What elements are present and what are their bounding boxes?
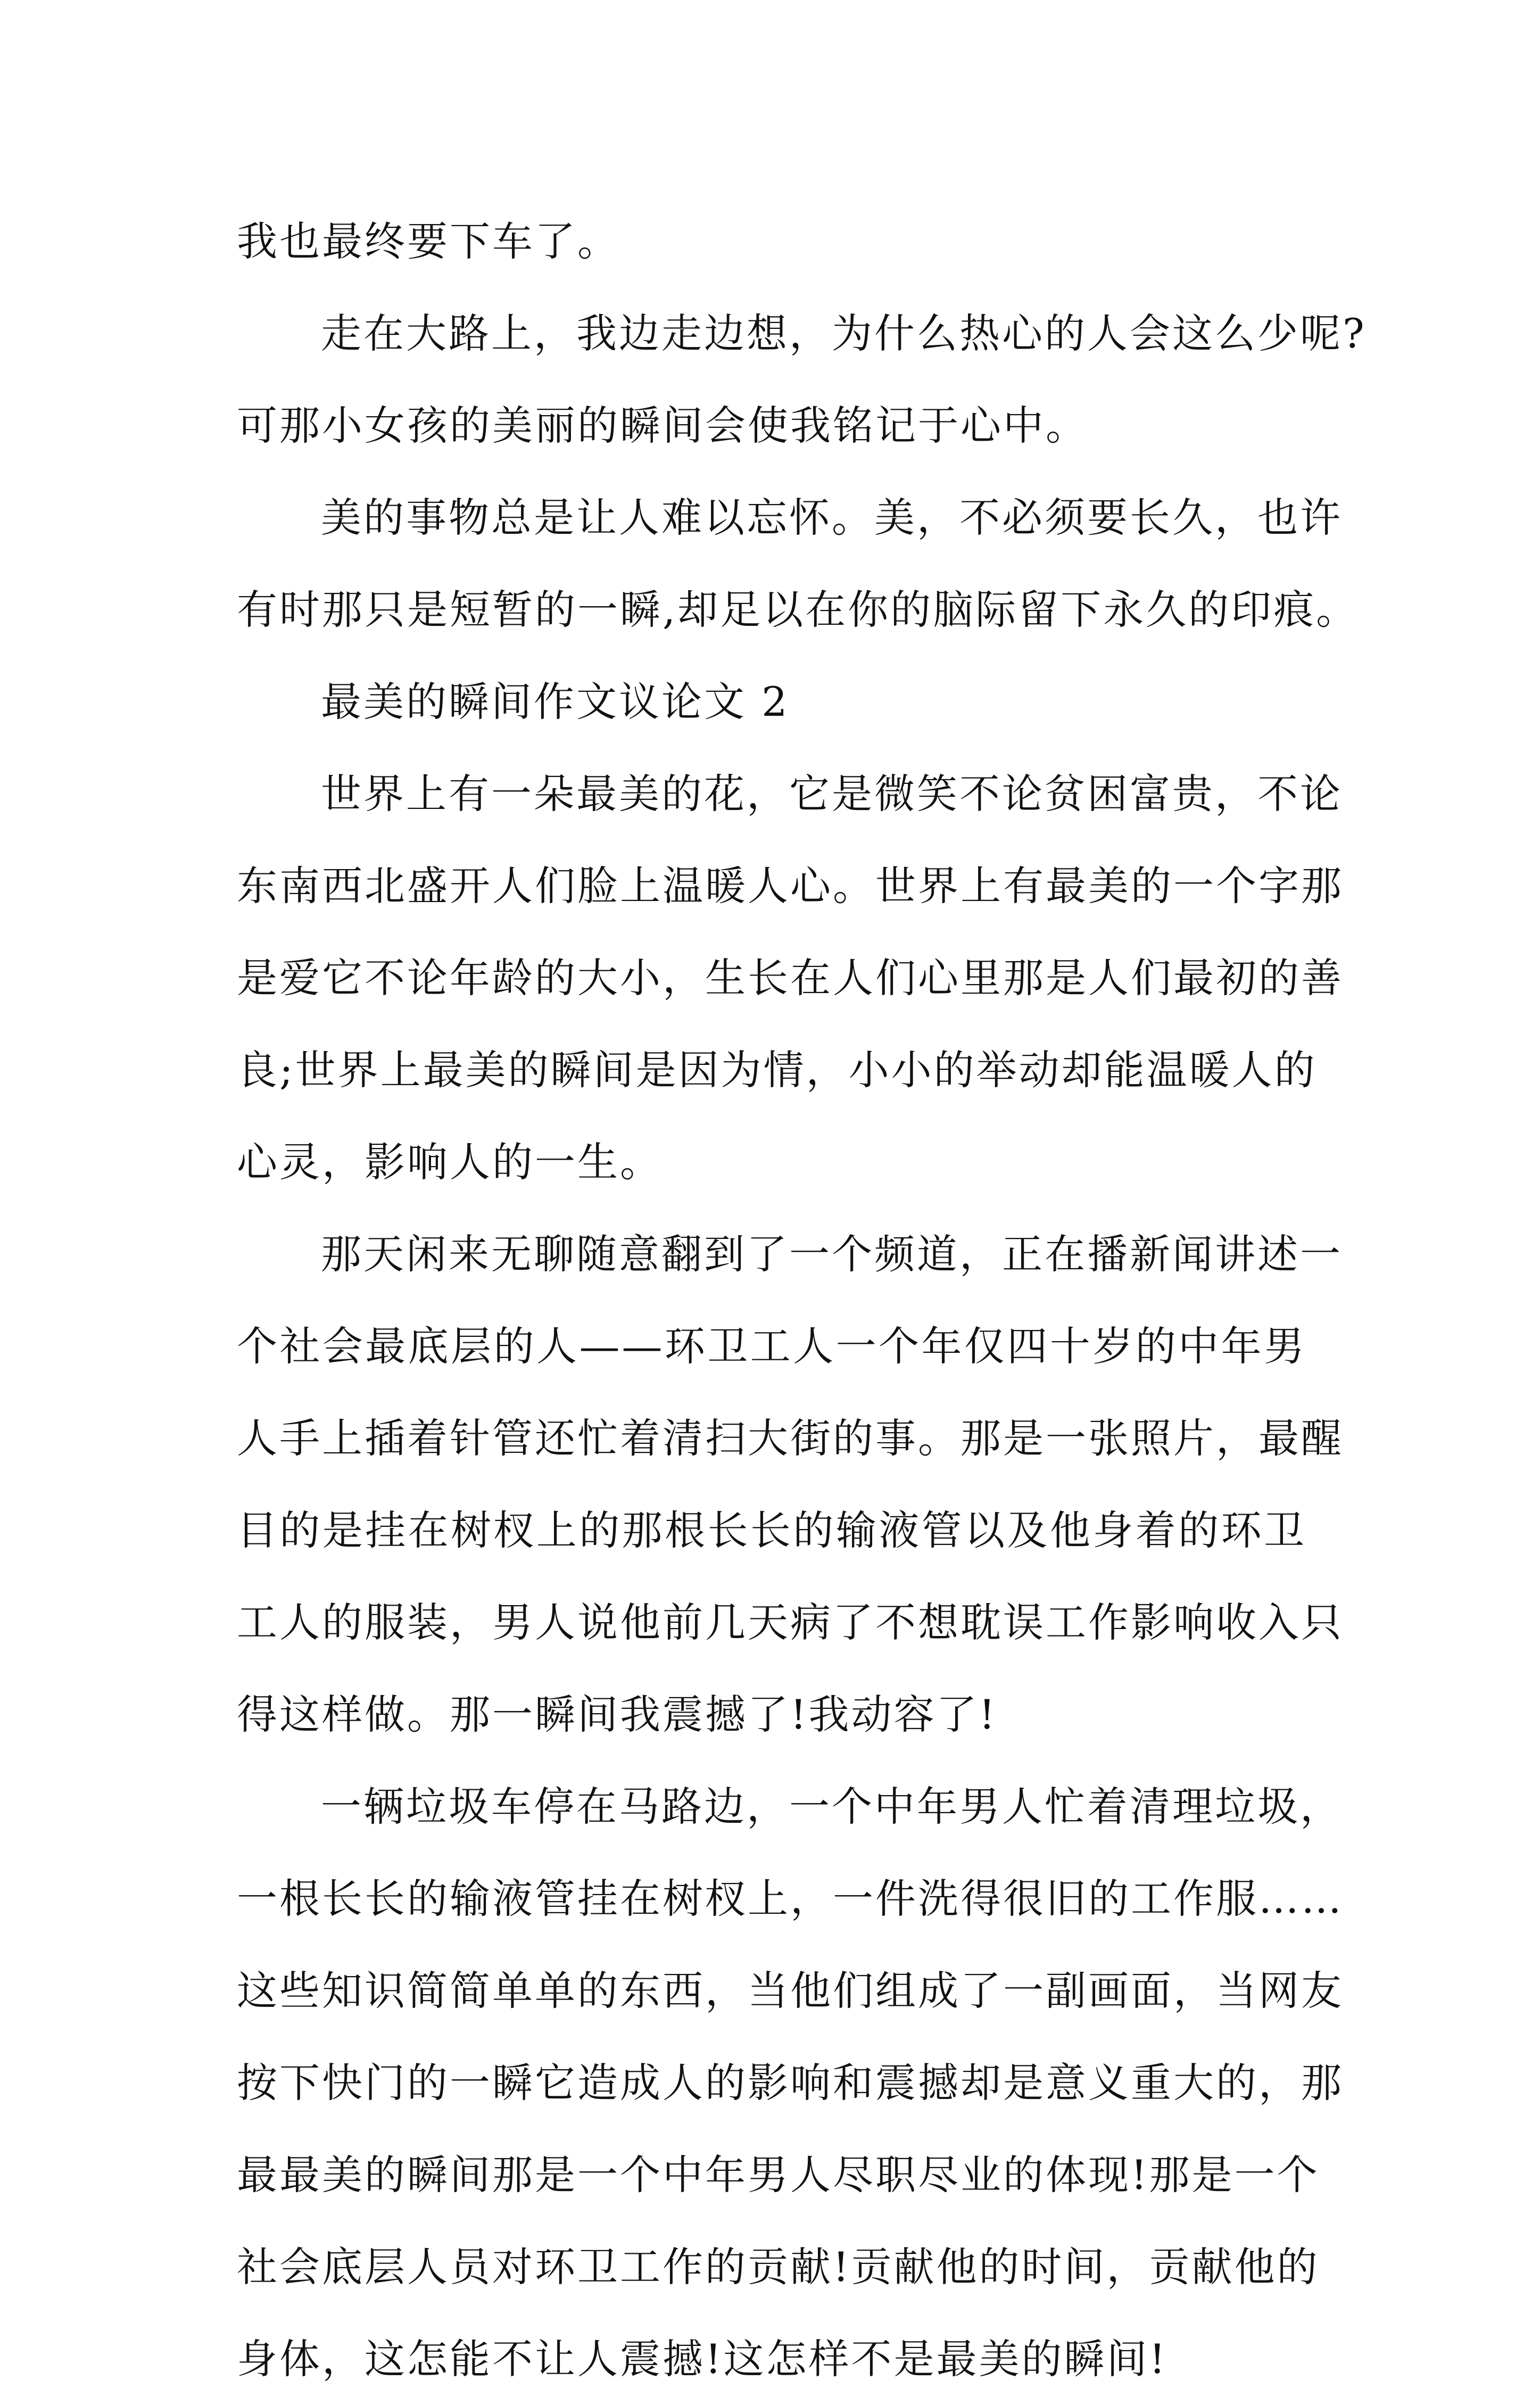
text-line: 个社会最底层的人——环卫工人一个年仅四十岁的中年男 (237, 1323, 1306, 1370)
text-line: 东南西北盛开人们脸上温暖人心。世界上有最美的一个字那 (237, 862, 1344, 910)
paragraph-first-line: 走在大路上，我边走边想，为什么热心的人会这么少呢? (321, 310, 1367, 357)
text-line: 我也最终要下车了。 (237, 218, 620, 265)
text-line: 目的是挂在树杈上的那根长长的输液管以及他身着的环卫 (237, 1507, 1306, 1554)
paragraph-first-line: 一辆垃圾车停在马路边，一个中年男人忙着清理垃圾， (321, 1783, 1343, 1830)
text-line: 工人的服装，男人说他前几天病了不想耽误工作影响收入只 (237, 1599, 1344, 1646)
text-line: 社会底层人员对环卫工作的贡献!贡献他的时间，贡献他的 (237, 2243, 1320, 2291)
paragraph-first-line: 世界上有一朵最美的花，它是微笑不论贫困富贵，不论 (321, 770, 1343, 817)
section-heading: 最美的瞬间作文议论文 2 (321, 678, 790, 725)
text-line: 可那小女孩的美丽的瞬间会使我铭记于心中。 (237, 402, 1088, 449)
text-line: 是爱它不论年龄的大小，生长在人们心里那是人们最初的善 (237, 954, 1344, 1002)
text-line: 心灵，影响人的一生。 (237, 1138, 663, 1186)
text-line: 得这样做。那一瞬间我震撼了!我动容了! (237, 1691, 998, 1738)
paragraph-first-line: 那天闲来无聊随意翻到了一个频道，正在播新闻讲述一 (321, 1230, 1343, 1278)
document-body (237, 195, 1367, 2405)
text-line: 按下快门的一瞬它造成人的影响和震撼却是意义重大的，那 (237, 2059, 1344, 2106)
text-line: 一根长长的输液管挂在树杈上，一件洗得很旧的工作服…… (237, 1875, 1344, 1922)
text-line: 人手上插着针管还忙着清扫大街的事。那是一张照片，最醒 (237, 1415, 1344, 1462)
text-line: 有时那只是短暂的一瞬,却足以在你的脑际留下永久的印痕。 (237, 586, 1359, 633)
text-line: 良;世界上最美的瞬间是因为情，小小的举动却能温暖人的 (237, 1046, 1317, 1094)
paragraph-first-line: 美的事物总是让人难以忘怀。美，不必须要长久，也许 (321, 494, 1343, 541)
text-line: 这些知识简简单单的东西，当他们组成了一副画面，当网友 (237, 1967, 1344, 2014)
text-line: 身体，这怎能不让人震撼!这怎样不是最美的瞬间! (237, 2335, 1168, 2383)
text-line: 最最美的瞬间那是一个中年男人尽职尽业的体现!那是一个 (237, 2151, 1320, 2199)
